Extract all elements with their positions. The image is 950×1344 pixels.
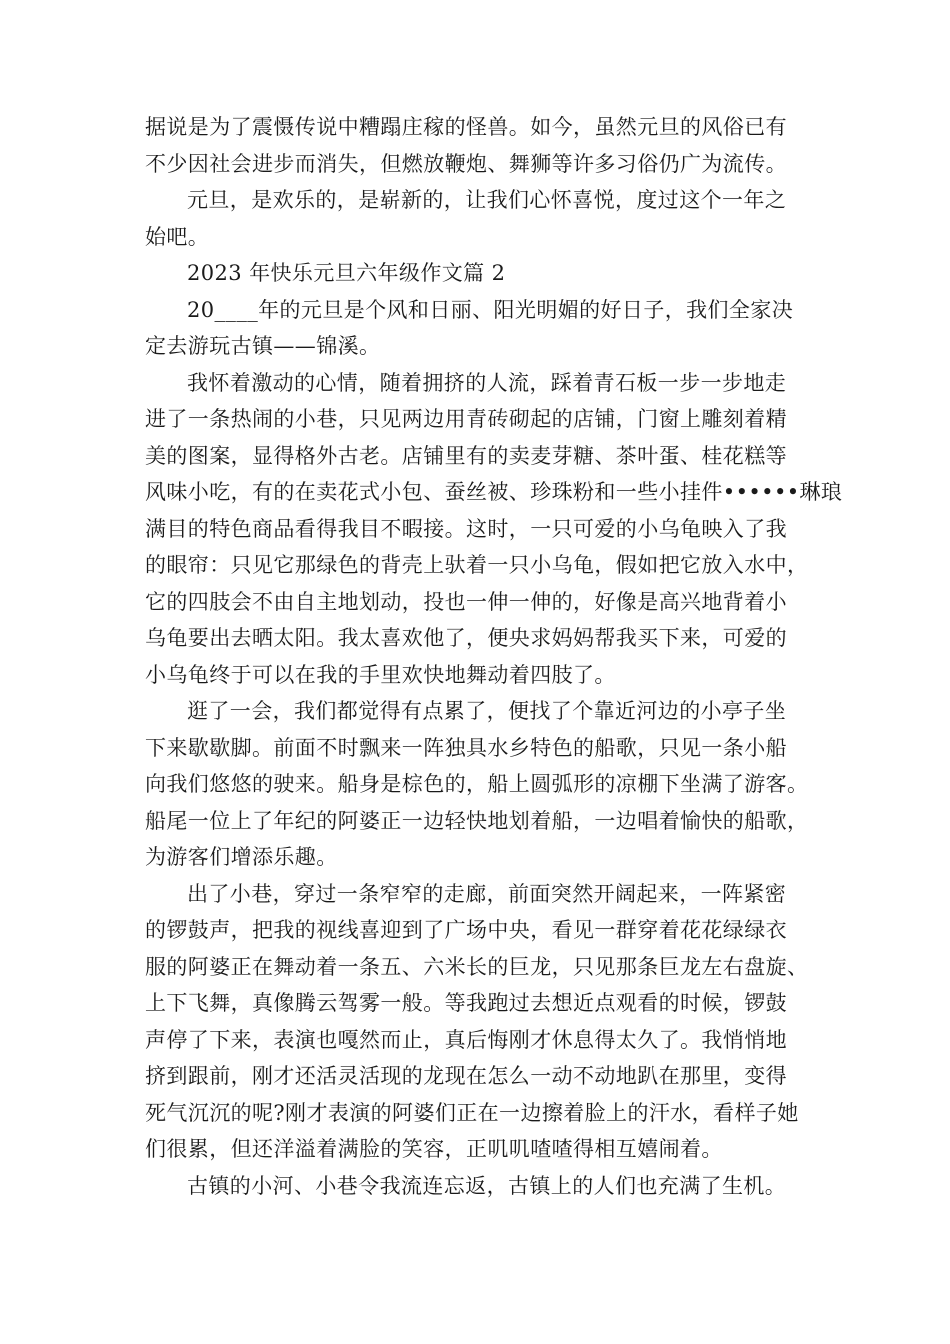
text-line: 逛了一会，我们都觉得有点累了，便找了个靠近河边的小亭子坐 bbox=[187, 699, 787, 723]
text-line: 服的阿婆正在舞动着一条五、六米长的巨龙，只见那条巨龙左右盘旋、 bbox=[145, 954, 809, 979]
text-line: 古镇的小河、小巷令我流连忘返，古镇上的人们也充满了生机。 bbox=[187, 1173, 787, 1198]
text-line: 我怀着激动的心情，随着拥挤的人流，踩着青石板一步一步地走 bbox=[187, 370, 787, 395]
text-line: 满目的特色商品看得我目不暇接。这时，一只可爱的小乌龟映入了我 bbox=[145, 516, 787, 541]
text-line: 始吧。 bbox=[145, 224, 210, 249]
document-body bbox=[145, 109, 925, 1204]
text-line: 风味小吃，有的在卖花式小包、蚕丝被、珍珠粉和一些小挂件••••••琳琅 bbox=[145, 480, 843, 504]
text-line: 小乌龟终于可以在我的手里欢快地舞动着四肢了。 bbox=[145, 662, 616, 687]
text-line: 上下飞舞，真像腾云驾雾一般。等我跑过去想近点观看的时候，锣鼓 bbox=[145, 991, 787, 1015]
text-line: 不少因社会进步而消失，但燃放鞭炮、舞狮等许多习俗仍广为流传。 bbox=[145, 151, 787, 176]
text-line: 船尾一位上了年纪的阿婆正一边轻快地划着船，一边唱着愉快的船歌， bbox=[145, 808, 809, 833]
text-line: 为游客们增添乐趣。 bbox=[145, 845, 338, 869]
text-line: 出了小巷，穿过一条窄窄的走廊，前面突然开阔起来，一阵紧密 bbox=[187, 881, 787, 906]
text-line: 死气沉沉的呢?刚才表演的阿婆们正在一边擦着脸上的汗水，看样子她 bbox=[145, 1100, 799, 1125]
text-line: 元旦，是欢乐的，是崭新的，让我们心怀喜悦，度过这个一年之 bbox=[187, 188, 787, 212]
text-line: 们很累，但还洋溢着满脸的笑容，正叽叽喳喳得相互嬉闹着。 bbox=[145, 1137, 723, 1161]
text-line: 的眼帘：只见它那绿色的背壳上驮着一只小乌龟，假如把它放入水中， bbox=[145, 553, 809, 577]
text-line: 2023 年快乐元旦六年级作文篇 2 bbox=[187, 261, 506, 285]
text-line: 挤到跟前，刚才还活灵活现的龙现在怎么一动不动地趴在那里，变得 bbox=[145, 1064, 787, 1088]
text-line: 向我们悠悠的驶来。船身是棕色的，船上圆弧形的凉棚下坐满了游客。 bbox=[145, 772, 809, 796]
text-line: 下来歇歇脚。前面不时飘来一阵独具水乡特色的船歌，只见一条小船 bbox=[145, 735, 787, 760]
text-line: 进了一条热闹的小巷，只见两边用青砖砌起的店铺，门窗上雕刻着精 bbox=[145, 407, 787, 431]
text-line: 定去游玩古镇——锦溪。 bbox=[145, 334, 381, 358]
text-line: 美的图案，显得格外古老。店铺里有的卖麦芽糖、茶叶蛋、桂花糕等 bbox=[145, 443, 787, 468]
text-line: 声停了下来，表演也嘎然而止，真后悔刚才休息得太久了。我悄悄地 bbox=[145, 1027, 787, 1052]
text-line: 乌龟要出去晒太阳。我太喜欢他了，便央求妈妈帮我买下来，可爱的 bbox=[145, 626, 787, 650]
text-line: 20____年的元旦是个风和日丽、阳光明媚的好日子，我们全家决 bbox=[187, 297, 794, 322]
text-line: 它的四肢会不由自主地划动，投也一伸一伸的，好像是高兴地背着小 bbox=[145, 589, 787, 614]
text-line: 的锣鼓声，把我的视线喜迎到了广场中央，看见一群穿着花花绿绿衣 bbox=[145, 918, 787, 942]
text-line: 据说是为了震慑传说中糟蹋庄稼的怪兽。如今，虽然元旦的风俗已有 bbox=[145, 115, 787, 139]
